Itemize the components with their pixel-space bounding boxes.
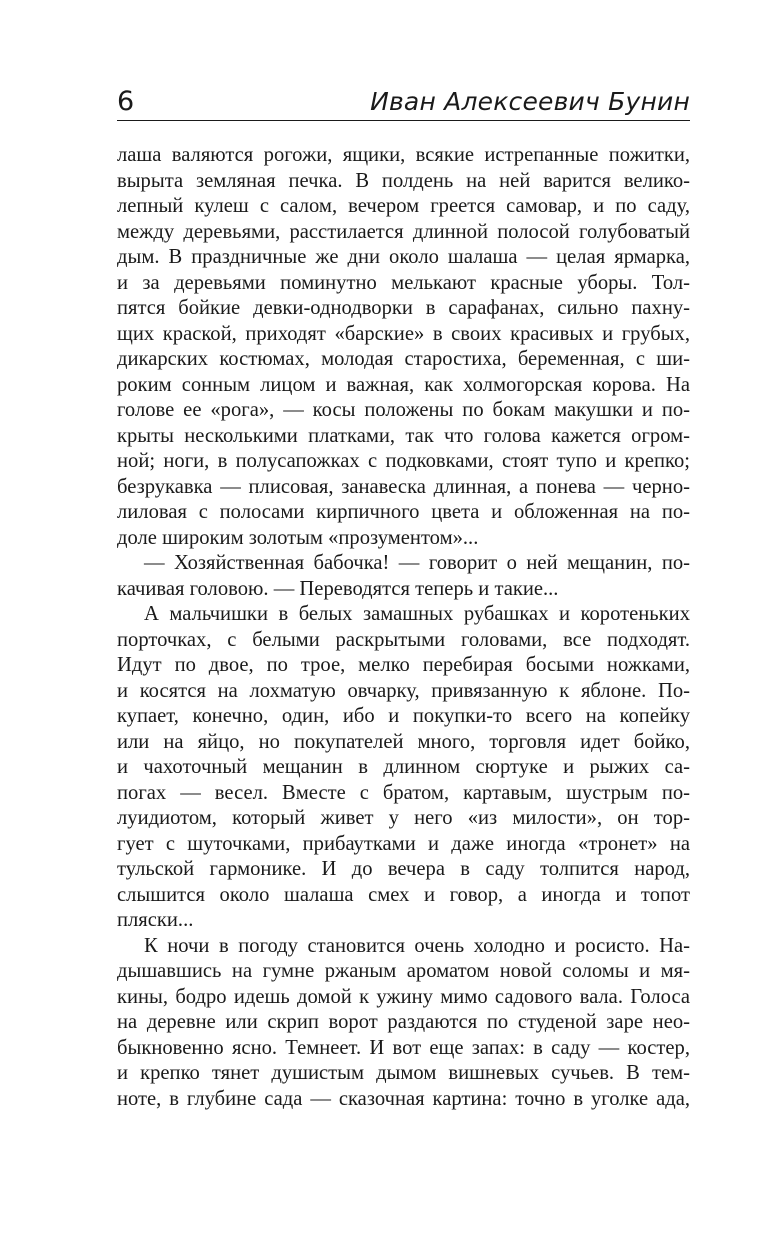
text-line: ной; ноги, в полусапожках с подковками, стоят тупо и крепко; — [117, 450, 690, 472]
paragraph-4 — [117, 934, 690, 1113]
text-line: лепный кулеш с салом, вечером греется самовар, и по саду, — [117, 195, 690, 217]
text-line: быкновенно ясно. Темнеет. И вот еще запах: в саду — костер, — [117, 1036, 690, 1059]
paragraph-1 — [117, 143, 690, 551]
text-line: пятся бойкие девки-однодворки в сарафанах, сильно пахну- — [117, 297, 690, 319]
text-line: К ночи в погоду становится очень холодно и росисто. На- — [144, 934, 690, 957]
text-line: и крепко тянет душистым дымом вишневых сучьев. В тем- — [117, 1062, 690, 1084]
text-line: кины, бодро идешь домой к ужину мимо садового вала. Голоса — [117, 985, 690, 1008]
text-line: крыты несколькими платками, так что голова кажется огром- — [117, 424, 690, 447]
text-line: Идут по двое, по трое, мелко перебирая босыми ножками, — [117, 654, 690, 676]
paragraph-2 — [117, 551, 690, 602]
text-line: дышавшись на гумне ржаным ароматом новой соломы и мя- — [117, 960, 690, 982]
text-line: пляски... — [117, 909, 194, 931]
text-line: на деревне или скрип ворот раздаются по студеной заре нео- — [117, 1011, 690, 1033]
text-line: вырыта земляная печка. В полдень на ней варится велико- — [117, 169, 690, 192]
text-line: купает, конечно, один, ибо и покупки-то всего на копейку — [117, 705, 690, 727]
text-line: А мальчишки в белых замашных рубашках и коротеньких — [144, 603, 690, 625]
text-line: ноте, в глубине сада — сказочная картина: точно в уголке ада, — [117, 1087, 690, 1110]
paragraph-3 — [117, 602, 690, 934]
text-line: дикарских костюмах, молодая старостиха, беременная, с ши- — [117, 348, 690, 370]
text-line: и косятся на лохматую овчарку, привязанную к яблоне. По- — [117, 679, 690, 702]
text-line: безрукавка — плисовая, занавеска длинная, а понева — черно- — [117, 475, 690, 498]
text-line: слышится около шалаша смех и говор, а иногда и топот — [117, 883, 690, 906]
text-line: лиловая с полосами кирпичного цвета и обложенная на по- — [117, 501, 690, 523]
text-line: доле широким золотым «прозументом»... — [117, 526, 479, 549]
text-line: роким сонным лицом и важная, как холмогорская корова. На — [117, 373, 690, 396]
text-line: между деревьями, расстилается длинной полосой голубоватый — [117, 220, 690, 243]
text-line: или на яйцо, но покупателей много, торговля идет бойко, — [117, 730, 690, 753]
body-text — [117, 143, 690, 1112]
text-line: лаша валяются рогожи, ящики, всякие истрепанные пожитки, — [117, 144, 690, 166]
text-line: и чахоточный мещанин в длинном сюртуке и рыжих са- — [117, 756, 690, 778]
page-header — [117, 86, 690, 121]
text-line: и за деревьями поминутно мелькают красные уборы. Тол- — [117, 271, 690, 294]
text-line: порточках, с белыми раскрытыми головами, все подходят. — [117, 628, 690, 651]
text-line: голове ее «рога», — косы положены по бокам макушки и по- — [117, 399, 690, 421]
text-line: щих краской, приходят «барские» в своих красивых и грубых, — [117, 322, 690, 345]
text-line: погах — весел. Вместе с братом, картавым, шустрым по- — [117, 781, 690, 804]
text-line: гует с шуточками, прибаутками и даже иногда «тронет» на — [117, 832, 690, 855]
text-line: — Хозяйственная бабочка! — говорит о ней мещанин, по- — [144, 552, 690, 574]
text-line: луидиотом, который живет у него «из милости», он тор- — [117, 807, 690, 829]
text-line: качивая головою. — Переводятся теперь и такие... — [117, 577, 559, 600]
page-number: 6 — [117, 86, 135, 117]
running-title: Иван Алексеевич Бунин — [370, 87, 690, 116]
text-line: дым. В праздничные же дни около шалаша — целая ярмарка, — [117, 246, 690, 268]
text-line: тульской гармонике. И до вечера в саду толпится народ, — [117, 858, 690, 880]
